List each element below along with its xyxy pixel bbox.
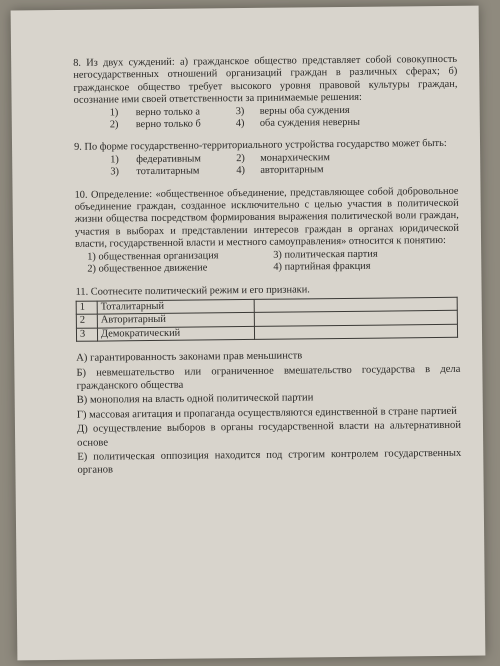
option-text: 1) общественная организация xyxy=(87,249,219,263)
question-8-text: 8. Из двух суждений: а) гражданское общество представляет собой совокупность негосударственных отношений организаций граждан в различных сферах; б) гражданское общество требует высокого уровня правовой культуры граждан, осознание ими своей ответственности за принимаемые решения: xyxy=(73,53,458,107)
feature-item: А) гарантированность законами прав меньшинств xyxy=(76,350,303,364)
option-number: 3) xyxy=(235,105,245,117)
option-text: 3) политическая партия xyxy=(273,248,378,261)
regime-label: Авторитарный xyxy=(97,313,254,328)
question-8-options xyxy=(110,103,458,131)
regime-label: Тоталитарный xyxy=(97,299,254,314)
option-text: верны оба суждения xyxy=(259,104,350,117)
question-9-text: 9. По форме государственно-территориального устройства государство может быть: xyxy=(73,138,447,154)
row-number: 3 xyxy=(76,328,97,342)
question-9 xyxy=(74,138,458,179)
row-number: 1 xyxy=(76,301,97,315)
feature-item: Б) невмешательство или ограниченное вмешательство государства в дела гражданского общества xyxy=(76,363,461,392)
question-11-features xyxy=(76,348,461,478)
question-11 xyxy=(76,282,461,342)
option-number: 2) xyxy=(109,119,119,131)
feature-item: В) монополия на власть одной политической партии xyxy=(76,392,314,407)
question-10-text: 10. Определение: «общественное объединение, представляющее собой добровольное объединение граждан, созданное исключительно с целью участия в политической жизни общества посредством формирования выражения политической воли граждан, участия в выборах и представлении интересов граждан в органах юридической власти, государственной власти и местного самоуправления» относится к понятию: xyxy=(74,185,459,251)
option-number: 2) xyxy=(236,152,245,164)
option-text: 4) партийная фракция xyxy=(273,260,371,273)
question-10-options xyxy=(87,247,459,276)
option-text: верно только б xyxy=(135,118,201,131)
option-number: 3) xyxy=(110,166,120,178)
question-10 xyxy=(74,185,459,276)
option-text: 2) общественное движение xyxy=(87,262,208,275)
option-text: авторитарным xyxy=(260,164,324,177)
question-8 xyxy=(73,54,458,132)
paper-sheet xyxy=(11,6,486,661)
option-number: 1) xyxy=(109,106,119,119)
option-text: верно только а xyxy=(135,106,201,118)
feature-item: Д) осуществление выборов в органы государственной власти на альтернативной основе xyxy=(76,419,462,449)
option-text: монархическим xyxy=(260,151,331,164)
question-11-title: 11. Соотнесите политический режим и его признаки. xyxy=(75,283,310,298)
option-text: тоталитарным xyxy=(136,165,200,178)
option-text: федеративным xyxy=(136,153,202,166)
option-text: оба суждения неверны xyxy=(259,116,361,129)
answer-cell[interactable] xyxy=(254,324,457,340)
regime-label: Демократический xyxy=(97,326,254,341)
regime-table xyxy=(76,297,458,342)
worksheet-content xyxy=(73,54,461,479)
option-number: 4) xyxy=(236,165,246,177)
feature-item: Е) политическая оппозиция находится под строгим контролем государственных органов xyxy=(77,447,462,477)
option-number: 4) xyxy=(235,118,245,130)
feature-item: Г) массовая агитация и пропаганда осуществляются единственной в стране партией xyxy=(76,405,457,421)
row-number: 2 xyxy=(76,314,97,328)
question-9-options xyxy=(110,151,458,179)
option-number: 1) xyxy=(110,154,119,166)
